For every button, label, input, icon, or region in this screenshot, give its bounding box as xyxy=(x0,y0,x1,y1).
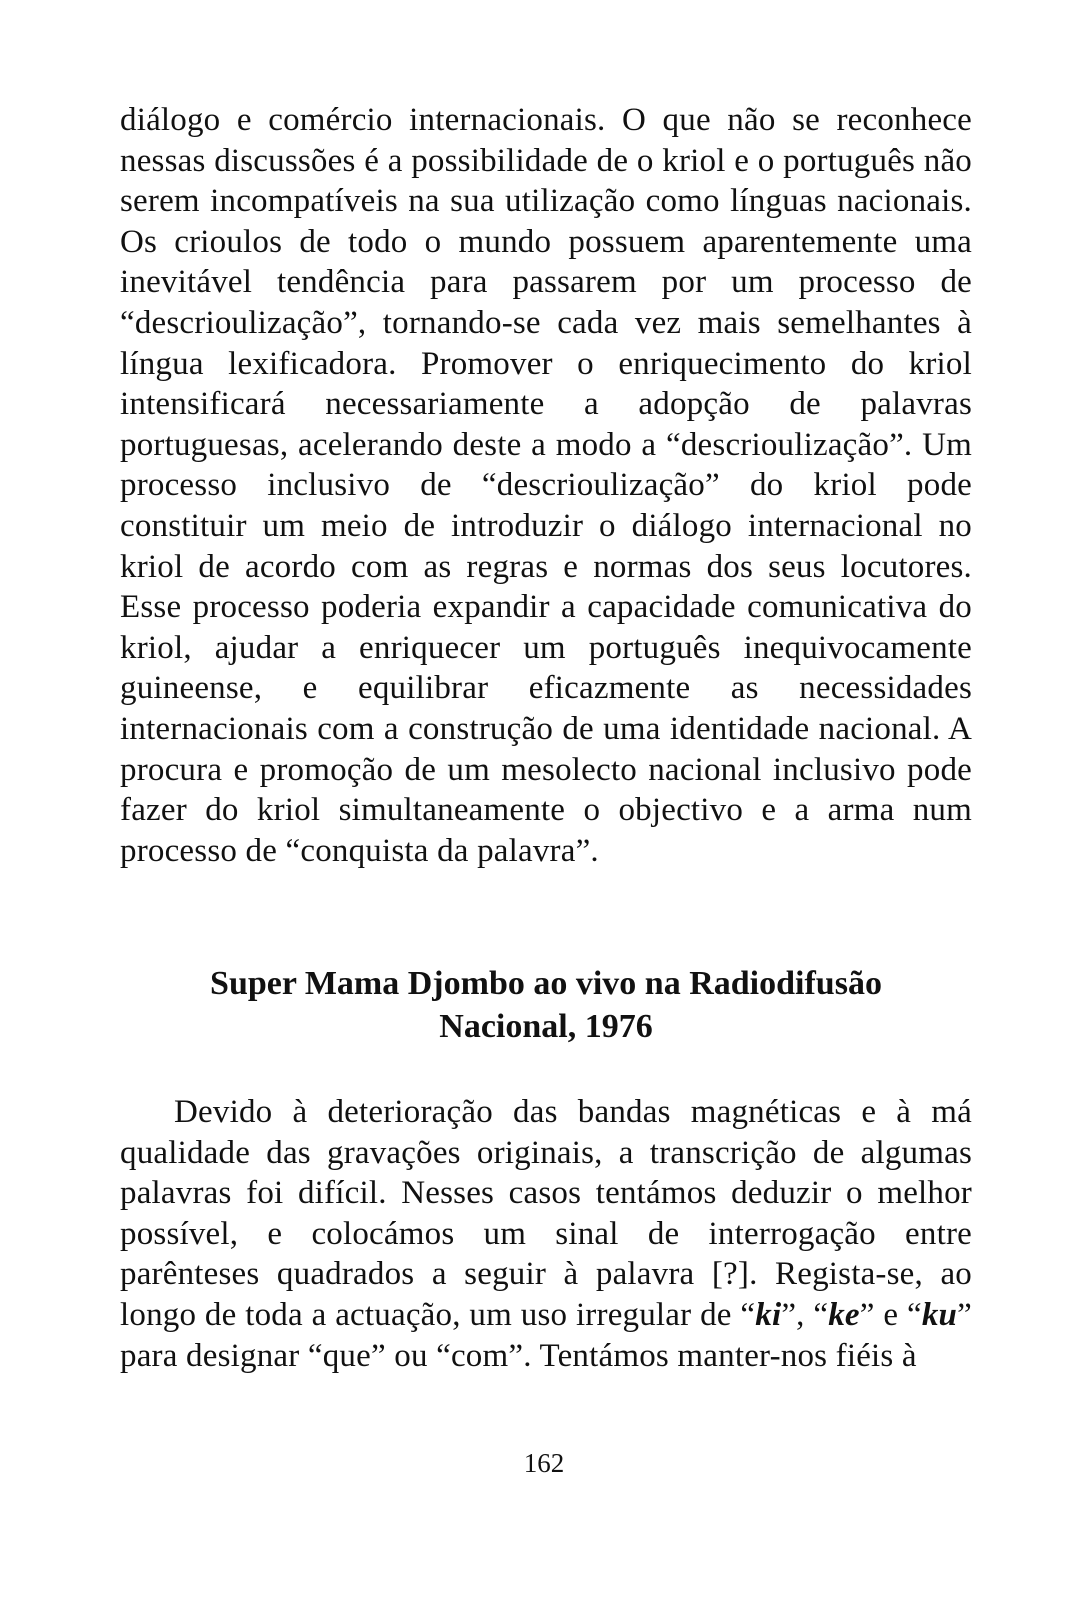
body-paragraph-1: diálogo e comércio internacionais. O que não se reconhece nessas discussões é a possibilidade de o kriol e o português não serem incompatíveis na sua utilização como línguas nacionais. Os crioulos de todo o mundo possuem aparentemente uma inevitável tendência para passarem por um processo de “descrioulização”, tornando-se cada vez mais semelhantes à língua lexificadora. Promover o enriquecimento do kriol intensificará necessariamente a adopção de palavras portuguesas, acelerando deste a modo a “descrioulização”. Um processo inclusivo de “descrioulização” do kriol pode constituir um meio de introduzir o diálogo internacional no kriol de acordo com as regras e normas dos seus locutores. Esse processo poderia expandir a capacidade comunicativa do kriol, ajudar a enriquecer um português inequivocamente guineense, e equilibrar eficazmente as necessidades internacionais com a construção de uma identidade nacional. A procura e promoção de um mesolecto nacional inclusivo pode fazer do kriol simultaneamente o objectivo e a arma num processo de “conquista da palavra”. xyxy=(120,102,972,869)
paragraph-2-text-end: ” para designar “que” ou “com”. Tentámos manter-nos fiéis à xyxy=(120,1296,972,1374)
term-separator-1: ”, “ xyxy=(781,1296,829,1333)
body-paragraph-2 xyxy=(120,1092,972,1376)
term-ku: ku xyxy=(921,1296,958,1333)
page-number: 162 xyxy=(523,1448,565,1478)
term-ke: ke xyxy=(828,1296,860,1333)
section-heading-line-1: Super Mama Djombo ao vivo na Radiodifusão xyxy=(210,965,882,1002)
term-separator-2: ” e “ xyxy=(859,1296,922,1333)
section-heading-line-2: Nacional, 1976 xyxy=(439,1008,653,1045)
section-heading xyxy=(120,962,972,1048)
term-ki: ki xyxy=(755,1296,782,1333)
paragraph-2-text-start: Devido à deterioração das bandas magnéticas e à má qualidade das gravações originais, a transcrição de algumas palavras foi difícil. Nesses casos tentámos deduzir o melhor possível, e colocámos um sinal de interrogação entre parênteses quadrados a seguir à palavra [?]. Regista-se, ao longo de toda a actuação, um uso irregular de “ xyxy=(120,1094,972,1333)
